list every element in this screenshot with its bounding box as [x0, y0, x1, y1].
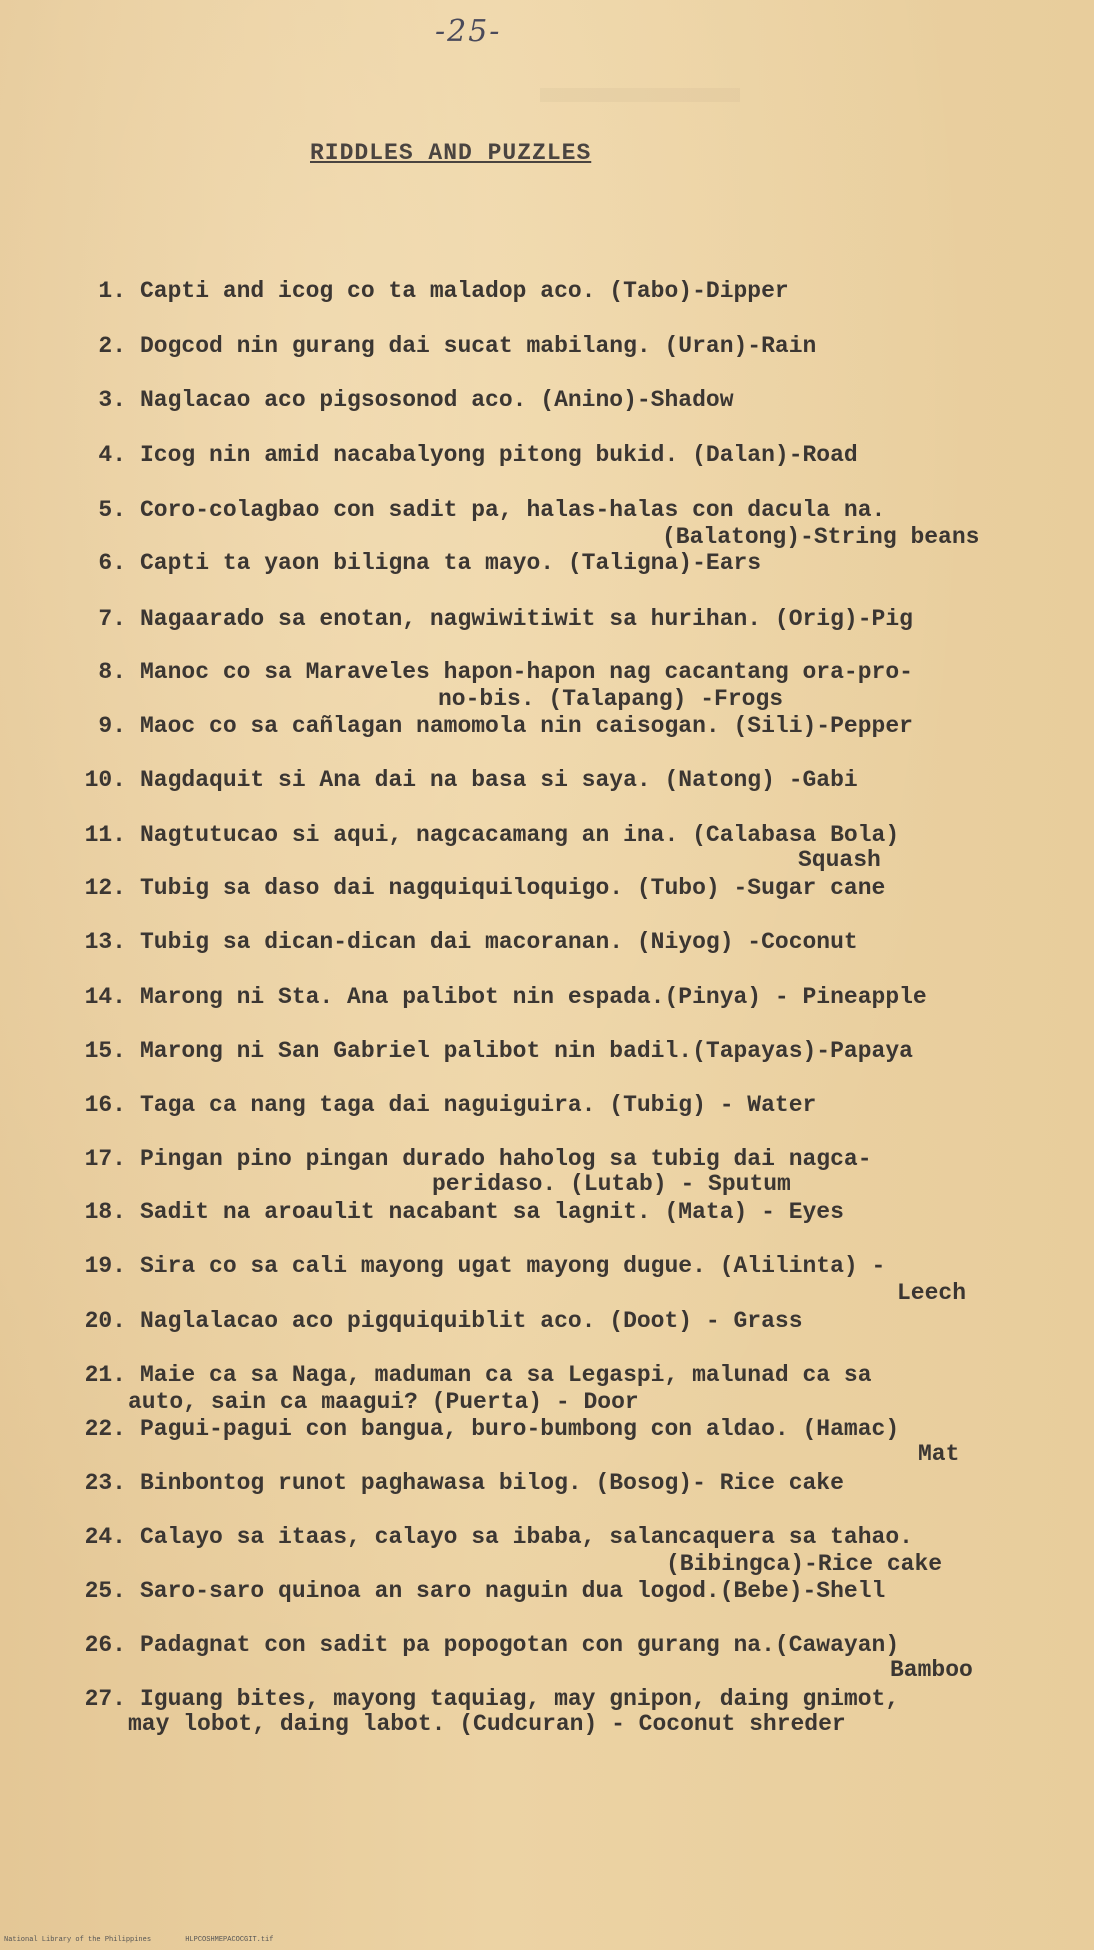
riddle-number: 27. [84, 1686, 126, 1712]
riddle-item [50, 1416, 1060, 1443]
riddle-item [50, 929, 1060, 956]
riddle-text: Coro-colagbao con sadit pa, halas-halas con dacula na. [140, 497, 886, 523]
riddle-continuation: Mat [918, 1441, 960, 1467]
riddle-item [50, 497, 1060, 524]
riddle-item [50, 1524, 1060, 1551]
document-title: RIDDLES AND PUZZLES [310, 140, 592, 166]
riddle-item [50, 606, 1060, 633]
riddle-item [50, 1253, 1060, 1280]
riddle-number: 3. [98, 387, 126, 413]
riddle-text: Pagui-pagui con bangua, buro-bumbong con aldao. (Hamac) [140, 1416, 900, 1442]
riddle-item [50, 1632, 1060, 1659]
riddle-number: 19. [84, 1253, 126, 1279]
riddle-number: 6. [98, 550, 126, 576]
riddle-text: Tubig sa daso dai nagquiquiloquigo. (Tubo) -Sugar cane [140, 875, 886, 901]
riddle-number: 18. [84, 1199, 126, 1225]
bleed-through [540, 88, 740, 102]
riddle-number: 11. [84, 822, 126, 848]
riddle-item [50, 875, 1060, 902]
riddle-number: 4. [98, 442, 126, 468]
riddle-text: Nagtutucao si aqui, nagcacamang an ina. (Calabasa Bola) [140, 822, 900, 848]
riddle-text: Sira co sa cali mayong ugat mayong dugue. (Alilinta) - [140, 1253, 886, 1279]
riddle-text: Maoc co sa cañlagan namomola nin caisogan. (Sili)-Pepper [140, 713, 913, 739]
riddle-item [50, 387, 1060, 414]
riddle-text: Icog nin amid nacabalyong pitong bukid. (Dalan)-Road [140, 442, 858, 468]
riddle-number: 2. [98, 333, 126, 359]
riddle-text: Calayo sa itaas, calayo sa ibaba, salancaquera sa tahao. [140, 1524, 913, 1550]
riddle-text: Naglalacao aco pigquiquiblit aco. (Doot) - Grass [140, 1308, 803, 1334]
riddle-number: 17. [84, 1146, 126, 1172]
page-number: -25- [435, 14, 502, 49]
footer-library: National Library of the Philippines [4, 1936, 152, 1944]
riddle-text: Manoc co sa Maraveles hapon-hapon nag cacantang ora-pro- [140, 659, 913, 685]
riddle-text: Saro-saro quinoa an saro naguin dua logod.(Bebe)-Shell [140, 1578, 886, 1604]
riddle-continuation: auto, sain ca maagui? (Puerta) - Door [128, 1389, 639, 1415]
riddle-text: Marong ni Sta. Ana palibot nin espada.(Pinya) - Pineapple [140, 984, 927, 1010]
riddle-number: 23. [84, 1470, 126, 1496]
footer [4, 1936, 303, 1944]
riddle-item [50, 278, 1060, 305]
riddle-item [50, 1470, 1060, 1497]
riddle-continuation: no-bis. (Talapang) -Frogs [438, 686, 784, 712]
riddle-item [50, 1092, 1060, 1119]
riddle-text: Marong ni San Gabriel palibot nin badil.(Tapayas)-Papaya [140, 1038, 913, 1064]
riddle-continuation: Leech [897, 1280, 967, 1306]
riddle-number: 25. [84, 1578, 126, 1604]
riddle-text: Iguang bites, mayong taquiag, may gnipon, daing gnimot, [140, 1686, 900, 1712]
riddle-number: 22. [84, 1416, 126, 1442]
riddle-text: Maie ca sa Naga, maduman ca sa Legaspi, malunad ca sa [140, 1362, 872, 1388]
riddle-number: 10. [84, 767, 126, 793]
riddle-continuation: Squash [798, 847, 881, 873]
riddle-text: Capti and icog co ta maladop aco. (Tabo)-Dipper [140, 278, 789, 304]
riddle-continuation: may lobot, daing labot. (Cudcuran) - Coconut shreder [128, 1711, 846, 1737]
riddle-item [50, 767, 1060, 794]
riddle-item [50, 1308, 1060, 1335]
riddle-item [50, 1362, 1060, 1389]
riddle-number: 9. [98, 713, 126, 739]
riddle-item [50, 550, 1060, 577]
riddle-continuation: (Bibingca)-Rice cake [666, 1551, 943, 1577]
riddle-text: Capti ta yaon biligna ta mayo. (Taligna)-Ears [140, 550, 762, 576]
riddle-number: 5. [98, 497, 126, 523]
riddle-item [50, 1038, 1060, 1065]
riddle-number: 1. [98, 278, 126, 304]
riddle-item [50, 442, 1060, 469]
riddle-item [50, 1686, 1060, 1713]
riddle-item [50, 659, 1060, 686]
riddle-number: 16. [84, 1092, 126, 1118]
riddle-item [50, 1199, 1060, 1226]
riddle-number: 12. [84, 875, 126, 901]
riddle-continuation: Bamboo [890, 1657, 973, 1683]
riddle-continuation: (Balatong)-String beans [662, 524, 980, 550]
riddle-number: 24. [84, 1524, 126, 1550]
riddle-number: 7. [98, 606, 126, 632]
riddle-text: Tubig sa dican-dican dai macoranan. (Niyog) -Coconut [140, 929, 858, 955]
riddle-item [50, 1578, 1060, 1605]
riddle-text: Padagnat con sadit pa popogotan con gurang na.(Cawayan) [140, 1632, 900, 1658]
riddle-continuation: peridaso. (Lutab) - Sputum [432, 1171, 791, 1197]
riddle-item [50, 713, 1060, 740]
riddle-number: 21. [84, 1362, 126, 1388]
riddle-number: 8. [98, 659, 126, 685]
riddle-item [50, 1146, 1060, 1173]
riddle-number: 15. [84, 1038, 126, 1064]
riddle-text: Pingan pino pingan durado haholog sa tubig dai nagca- [140, 1146, 872, 1172]
footer-filename: HLPCOSHMEPACOCGIT.tif [185, 1936, 274, 1944]
riddle-number: 14. [84, 984, 126, 1010]
riddle-text: Dogcod nin gurang dai sucat mabilang. (Uran)-Rain [140, 333, 817, 359]
riddle-text: Nagdaquit si Ana dai na basa si saya. (Natong) -Gabi [140, 767, 858, 793]
riddle-number: 20. [84, 1308, 126, 1334]
riddle-number: 13. [84, 929, 126, 955]
riddle-text: Nagaarado sa enotan, nagwiwitiwit sa hurihan. (Orig)-Pig [140, 606, 913, 632]
riddle-text: Taga ca nang taga dai naguiguira. (Tubig) - Water [140, 1092, 817, 1118]
riddle-item [50, 333, 1060, 360]
riddle-item [50, 984, 1060, 1011]
riddle-text: Naglacao aco pigsosonod aco. (Anino)-Shadow [140, 387, 734, 413]
riddle-item [50, 822, 1060, 849]
riddle-number: 26. [84, 1632, 126, 1658]
riddle-text: Binbontog runot paghawasa bilog. (Bosog)- Rice cake [140, 1470, 844, 1496]
riddle-text: Sadit na aroaulit nacabant sa lagnit. (Mata) - Eyes [140, 1199, 844, 1225]
